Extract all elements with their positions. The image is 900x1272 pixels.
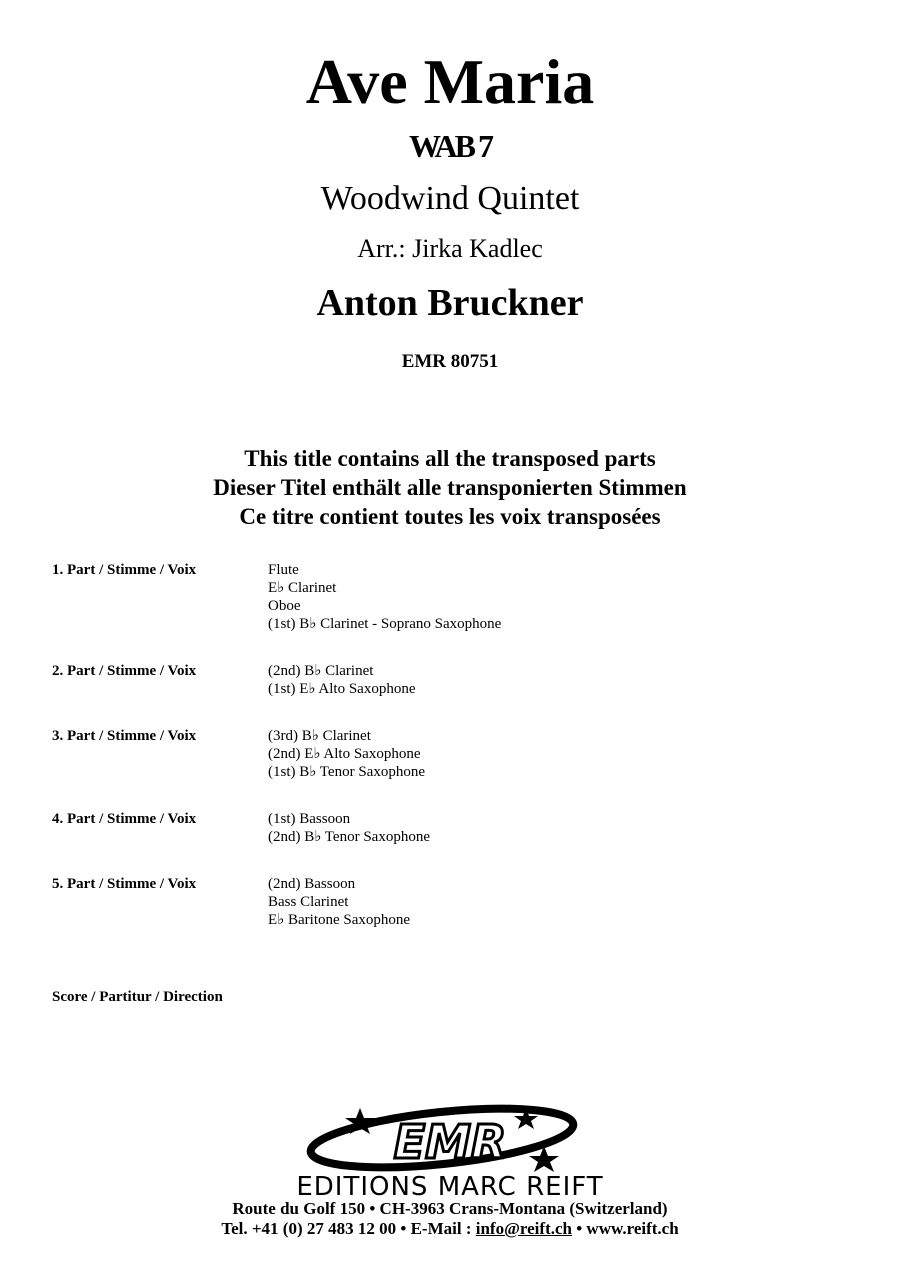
note-english: This title contains all the transposed parts (244, 446, 656, 471)
email-link[interactable]: info@reift.ch (475, 1219, 572, 1238)
part-row-5 (52, 875, 852, 929)
instrument-list (268, 561, 501, 633)
publisher-contact (0, 1219, 900, 1239)
phone-text: Tel. +41 (0) 27 483 12 00 • E-Mail : (221, 1219, 476, 1238)
part-label: 2. Part / Stimme / Voix (52, 663, 197, 679)
instrument: Oboe (268, 598, 301, 614)
part-row-4 (52, 810, 852, 846)
instrument-list (268, 662, 415, 698)
instrument: (1st) B♭ Tenor Saxophone (268, 764, 425, 780)
instrument: (1st) E♭ Alto Saxophone (268, 681, 416, 697)
part-label: 4. Part / Stimme / Voix (52, 811, 197, 827)
transposed-parts-note (0, 444, 900, 531)
publisher-name: EDITIONS MARC REIFT (296, 1172, 604, 1202)
part-label: 1. Part / Stimme / Voix (52, 562, 197, 578)
instrument: E♭ Clarinet (268, 580, 337, 596)
part-row-2 (52, 662, 852, 698)
logo-text: EMR (393, 1115, 507, 1169)
note-german: Dieser Titel enthält alle transponierten Stimmen (213, 475, 687, 500)
instrument: Flute (268, 562, 299, 578)
instrument: (1st) Bassoon (268, 811, 351, 827)
instrument: (2nd) B♭ Clarinet (268, 663, 374, 679)
website-text: • www.reift.ch (571, 1219, 679, 1238)
composer: Anton Bruckner (316, 282, 584, 324)
instrument-list (268, 727, 425, 781)
score-label: Score / Partitur / Direction (52, 989, 223, 1005)
instrument: (2nd) E♭ Alto Saxophone (268, 746, 421, 762)
instrumentation: Woodwind Quintet (320, 180, 580, 217)
instrument-list (268, 810, 430, 846)
instrument: (1st) B♭ Clarinet - Soprano Saxophone (268, 616, 502, 632)
edition-number: EMR 80751 (401, 351, 499, 372)
catalog-number: WAB 7 (409, 128, 491, 164)
part-row-3 (52, 727, 852, 781)
instrument: (2nd) B♭ Tenor Saxophone (268, 829, 430, 845)
page-title: Ave Maria (305, 46, 595, 117)
arranger: Arr.: Jirka Kadlec (357, 234, 543, 263)
instrument-list (268, 875, 410, 929)
instrument: (3rd) B♭ Clarinet (268, 728, 371, 744)
part-label: 3. Part / Stimme / Voix (52, 728, 197, 744)
note-french: Ce titre contient toutes les voix transposées (239, 504, 661, 529)
part-row-1 (52, 561, 852, 633)
instrument: E♭ Baritone Saxophone (268, 912, 411, 928)
part-label: 5. Part / Stimme / Voix (52, 876, 197, 892)
instrument: Bass Clarinet (268, 894, 349, 910)
instrument: (2nd) Bassoon (268, 876, 356, 892)
publisher-address: Route du Golf 150 • CH-3963 Crans-Montana (Switzerland) (232, 1199, 668, 1218)
parts-list (52, 561, 852, 958)
